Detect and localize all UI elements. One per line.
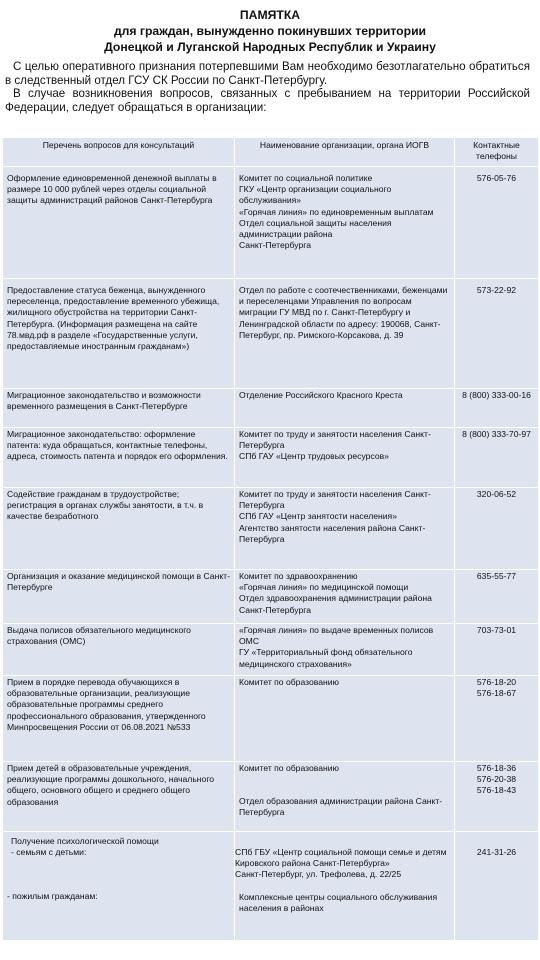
row-question-sub-families: - семьям с детьми:: [11, 847, 87, 858]
row-organization-top: СПб ГБУ «Центр социальной помощи семье и детям Кировского района Санкт-Петербурга» Санкт-Петербург, ул. Трефолева, д. 22/25: [235, 847, 447, 880]
row-organization-bottom: Отдел образования администрации района Санкт-Петербурга: [239, 796, 443, 818]
row-question: Миграционное законодательство и возможности временного размещения в Санкт-Петербурге: [3, 389, 235, 428]
row-phone: 576-05-76: [455, 167, 539, 279]
row-phone: 576-18-36 576-20-38 576-18-43: [455, 762, 539, 832]
row-question: Организация и оказание медицинской помощи в Санкт-Петербурге: [3, 570, 235, 624]
table-row: [3, 570, 539, 624]
table-row: [3, 167, 539, 279]
title-line-1: ПАМЯТКА: [239, 8, 301, 22]
intro-paragraph-1: С целью оперативного признания потерпевшими Вам необходимо безотлагательно обратиться в следственный отдел ГСУ СК России по Санкт-Петербургу.: [5, 60, 530, 87]
row-phone: 635-55-77: [455, 570, 539, 624]
title-line-3: Донецкой и Луганской Народных Республик и Украину: [104, 40, 436, 54]
row-organization: Отделение Российского Красного Креста: [235, 389, 455, 428]
row-phone: 241-31-26: [455, 832, 539, 941]
row-question: Миграционное законодательство: оформление патента: куда обращаться, контактные телефоны, адреса, стоимость патента и порядок его оформления.: [3, 428, 235, 488]
header-phones: Контактные телефоны: [455, 138, 539, 167]
row-organization: Комитет по социальной политике ГКУ «Центр организации социального обслуживания» «Горячая линия» по единовременным выплатам Отдел социальной защиты населения администрации района Санкт-Петербурга: [235, 167, 455, 279]
document-title: [0, 0, 540, 55]
table-row: [3, 389, 539, 428]
table-row: [3, 832, 539, 941]
header-questions: Перечень вопросов для консультаций: [3, 138, 235, 167]
row-question: [3, 832, 235, 941]
intro-paragraph-2: В случае возникновения вопросов, связанных с пребыванием на территории Российской Федерации, следует обращаться в организации:: [5, 87, 530, 114]
table-row: [3, 488, 539, 570]
row-phone: 320-06-52: [455, 488, 539, 570]
row-organization: [235, 762, 455, 832]
header-organization: Наименование организации, органа ИОГВ: [235, 138, 455, 167]
row-question: Прием детей в образовательные учреждения, реализующие программы дошкольного, начального общего, основного общего и среднего общего образования: [3, 762, 235, 832]
row-organization-bottom: Комплексные центры социального обслуживания населения в районах: [239, 891, 438, 913]
row-organization: Комитет по образованию: [235, 676, 455, 762]
table-header-row: [3, 138, 539, 167]
organizations-table: [2, 137, 539, 941]
row-phone: 8 (800) 333-00-16: [455, 389, 539, 428]
row-phone: 573-22-92: [455, 279, 539, 389]
row-question: Оформление единовременной денежной выплаты в размере 10 000 рублей через отделы социальной защиты администраций районов Санкт-Петербурга: [3, 167, 235, 279]
row-organization: Отдел по работе с соотечественниками, беженцами и переселенцами Управления по вопросам миграции ГУ МВД по г. Санкт-Петербургу и Ленинградской области по адресу: 190068, Санкт-Петербург, пр. Римского-Корсакова, д. 39: [235, 279, 455, 389]
intro-text: [5, 60, 530, 114]
row-question: Выдача полисов обязательного медицинского страхования (ОМС): [3, 624, 235, 676]
row-question: Предоставление статуса беженца, вынужденного переселенца, предоставление временного убежища, жилищного обустройства на территории Санкт-Петербурга. (Информация размещена на сайте 78.мвд.рф в разделе «Государственные услуги, предоставляемые иностранным гражданам»): [3, 279, 235, 389]
row-question-sub-elderly: - пожилым гражданам:: [7, 891, 98, 902]
row-organization: Комитет по труду и занятости населения Санкт-Петербурга СПб ГАУ «Центр занятости населения» Агентство занятости населения района Санкт-Петербурга: [235, 488, 455, 570]
table-row: [3, 279, 539, 389]
row-organization-top: Комитет по образованию: [239, 763, 339, 773]
table-row: [3, 676, 539, 762]
row-question: Прием в порядке перевода обучающихся в образовательные организации, реализующие образовательные программы среднего профессионального образования, утвержденного Минпросвещения России от 06.08.2021 №533: [3, 676, 235, 762]
row-question: Содействие гражданам в трудоустройстве; регистрация в органах службы занятости, в т.ч. в качестве безработного: [3, 488, 235, 570]
table-row: [3, 428, 539, 488]
row-organization: Комитет по труду и занятости населения Санкт-Петербурга СПб ГАУ «Центр трудовых ресурсов»: [235, 428, 455, 488]
title-line-2: для граждан, вынужденно покинувших территории: [113, 24, 427, 38]
row-organization: Комитет по здравоохранению «Горячая линия» по медицинской помощи Отдел здравоохранения администрации района Санкт-Петербурга: [235, 570, 455, 624]
row-organization: [235, 832, 455, 941]
row-organization: «Горячая линия» по выдаче временных полисов ОМС ГУ «Территориальный фонд обязательного медицинского страхования»: [235, 624, 455, 676]
table-row: [3, 624, 539, 676]
row-phone: 8 (800) 333-70-97: [455, 428, 539, 488]
row-phone: 703-73-01: [455, 624, 539, 676]
table-row: [3, 762, 539, 832]
row-phone: 576-18-20 576-18-67: [455, 676, 539, 762]
row-question-title: Получение психологической помощи: [11, 836, 159, 846]
